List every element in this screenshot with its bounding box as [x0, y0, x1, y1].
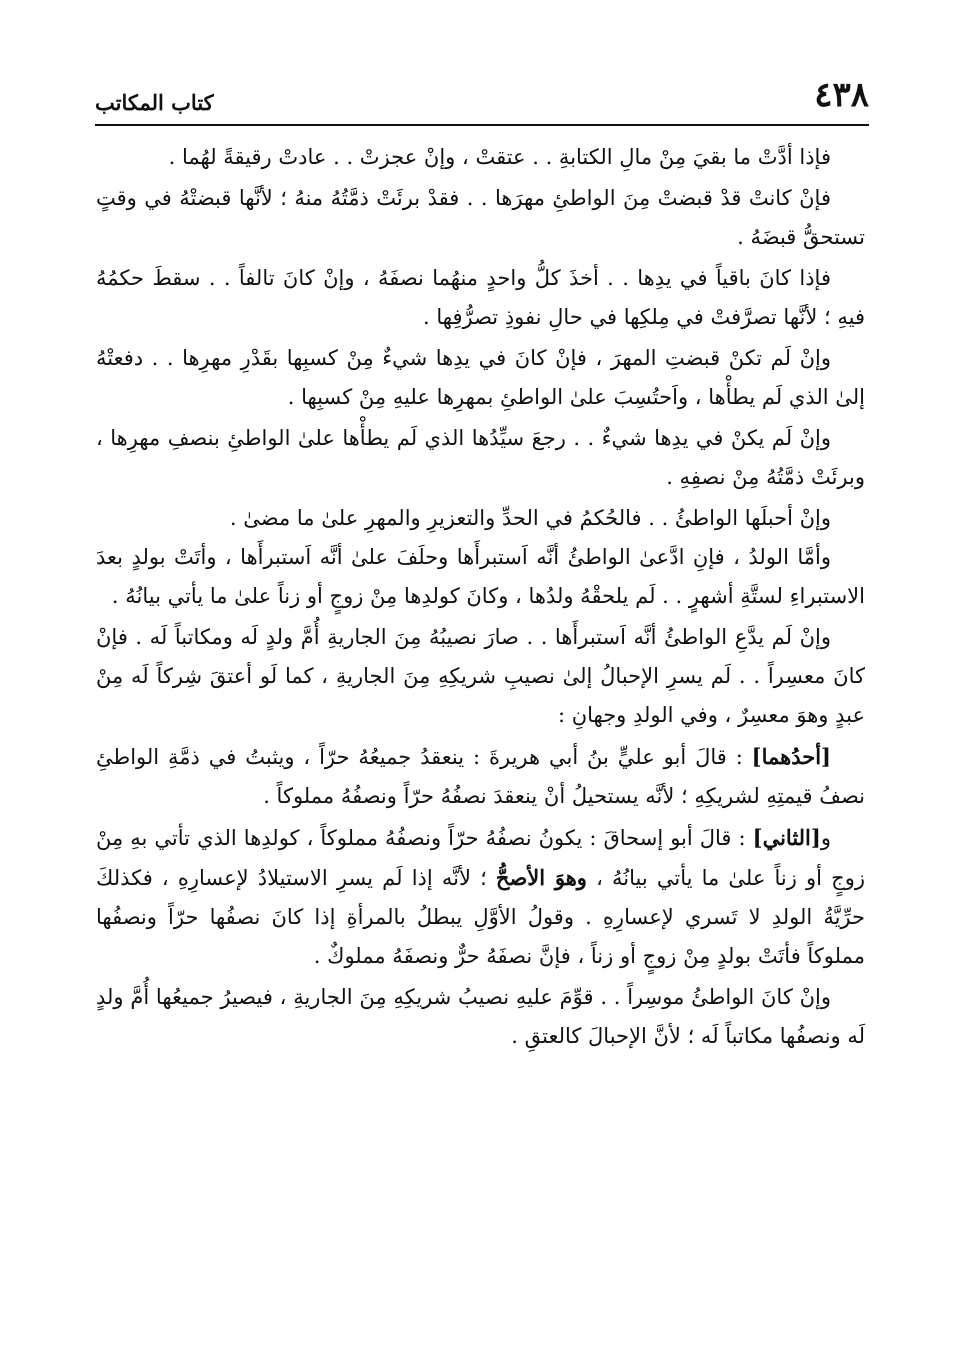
paragraph-text-continued: ؛ لأنَّه إذا لَم يسرِ الاستيلادُ لإعسارِهِ ، فكذلكَ حرِّيَّةُ الولدِ لا تَسري لإعسارِهِ . وقولُ الأوَّلِ يبطلُ بالمرأةِ إذا كانَ نصفُها حرّاً ونصفُها مملوكاً فأتَتْ بولدٍ مِنْ زوجٍ أو زناً ، فإنَّ نصفَهُ حرٌّ ونصفَهُ مملوكٌ . [96, 866, 865, 968]
paragraph [96, 818, 865, 976]
running-title: كتاب المكاتب [95, 90, 214, 115]
paragraph-text: فإذا أدَّتْ ما بقيَ مِنْ مالِ الكتابةِ . . عتقتْ ، وإنْ عجزتْ . . عادتْ رقيقةً لهُما . [168, 145, 831, 169]
paragraph [96, 419, 865, 497]
paragraph-text: فإنْ كانتْ قدْ قبضتْ مِنَ الواطئِ مهرَها . . فقدْ برئَتْ ذمَّتُهُ منهُ ؛ لأنَّها قبضتْهُ في وقتٍ تستحقُّ قبضَهُ . [96, 186, 865, 249]
paragraph [96, 259, 865, 337]
paragraph-text: وإنْ كانَ الواطئُ موسِراً . . قوِّمَ عليهِ نصيبُ شريكِهِ مِنَ الجاريةِ ، فيصيرُ جميعُها أُمَّ ولدٍ لَه ونصفُها مكاتباً لَه ؛ لأنَّ الإحبالَ كالعتقِ . [96, 985, 865, 1048]
page-header [95, 74, 869, 126]
paragraph-text: وإنْ لَم يكنْ في يدِها شيءٌ . . رجعَ سيِّدُها الذي لَم يطأْها علىٰ الواطئِ بنصفِ مهرِها ، وبرئَتْ ذمَّتُهُ مِنْ نصفِهِ . [96, 426, 865, 489]
page-number: ٤٣٨ [814, 75, 869, 115]
paragraph-text: وأمَّا الولدُ ، فإنِ ادَّعىٰ الواطئُ أنَّه اَستبرأَها وحلَفَ علىٰ أنَّه اَستبرأَها ، وأتَتْ بولدٍ بعدَ الاستبراءِ لستَّةِ أشهرٍ . . لَم يلحقْهُ ولدُها ، وكانَ كولدِها مِنْ زوجٍ أو زناً علىٰ ما يأتي بيانُهُ . [96, 545, 865, 608]
header-rule [95, 124, 869, 126]
paragraph [96, 978, 865, 1056]
page-body [96, 138, 865, 1318]
paragraph-lead: و [820, 826, 831, 850]
opinion-label: [الثاني] [752, 825, 821, 850]
preferred-opinion: وهوَ الأصحُّ [495, 865, 587, 890]
paragraph [96, 179, 865, 257]
paragraph [96, 737, 865, 816]
paragraph-text: وإنْ أحبلَها الواطئُ . . فالحُكمُ في الحدِّ والتعزيرِ والمهرِ علىٰ ما مضىٰ . [229, 506, 831, 530]
paragraph [96, 138, 865, 177]
paragraph-text: وإنْ لَم يدَّعِ الواطئُ أنَّه اَستبرأَها . . صارَ نصيبُهُ مِنَ الجاريةِ أُمَّ ولدٍ لَه ومكاتباً لَه . فإنْ كانَ معسِراً . . لَم يسرِ الإحبالُ إلىٰ نصيبِ شريكِهِ مِنَ الجاريةِ ، كما لَو أعتقَ شِركاً لَه مِنْ عبدٍ وهوَ معسِرٌ ، وفي الولدِ وجهانِ : [96, 625, 865, 727]
paragraph-text: فإذا كانَ باقياً في يدِها . . أخذَ كلُّ واحدٍ منهُما نصفَهُ ، وإنْ كانَ تالفاً . . سقطَ حكمُهُ فيهِ ؛ لأنَّها تصرَّفتْ في مِلكِها في حالِ نفوذِ تصرُّفِها . [96, 266, 865, 329]
paragraph-text: : قالَ أبو عليٍّ بنُ أبي هريرةَ : ينعقدُ جميعُهُ حرّاً ، ويثبتُ في ذمَّةِ الواطئِ نصفُ قيمتِهِ لشريكِهِ ؛ لأنَّه يستحيلُ أنْ ينعقدَ نصفُهُ حرّاً ونصفُهُ مملوكاً . [96, 745, 865, 808]
paragraph [96, 339, 865, 417]
opinion-label: [أحدُهما] [751, 744, 831, 769]
paragraph-text: وإنْ لَم تكنْ قبضتِ المهرَ ، فإنْ كانَ في يدِها شيءٌ مِنْ كسبِها بقَدْرِ مهرِها . . دفعتْهُ إلىٰ الذي لَم يطأْها ، واَحتُسِبَ علىٰ الواطئِ بمهرِها عليهِ مِنْ كسبِها . [96, 346, 865, 409]
paragraph-text: : قالَ أبو إسحاقَ : يكونُ نصفُهُ حرّاً ونصفُهُ مملوكاً ، كولدِها الذي تأتي بهِ مِنْ زوجٍ أو زناً علىٰ ما يأتي بيانُهُ ، [96, 826, 865, 890]
paragraph [96, 538, 865, 616]
paragraph [96, 499, 865, 538]
paragraph [96, 618, 865, 735]
